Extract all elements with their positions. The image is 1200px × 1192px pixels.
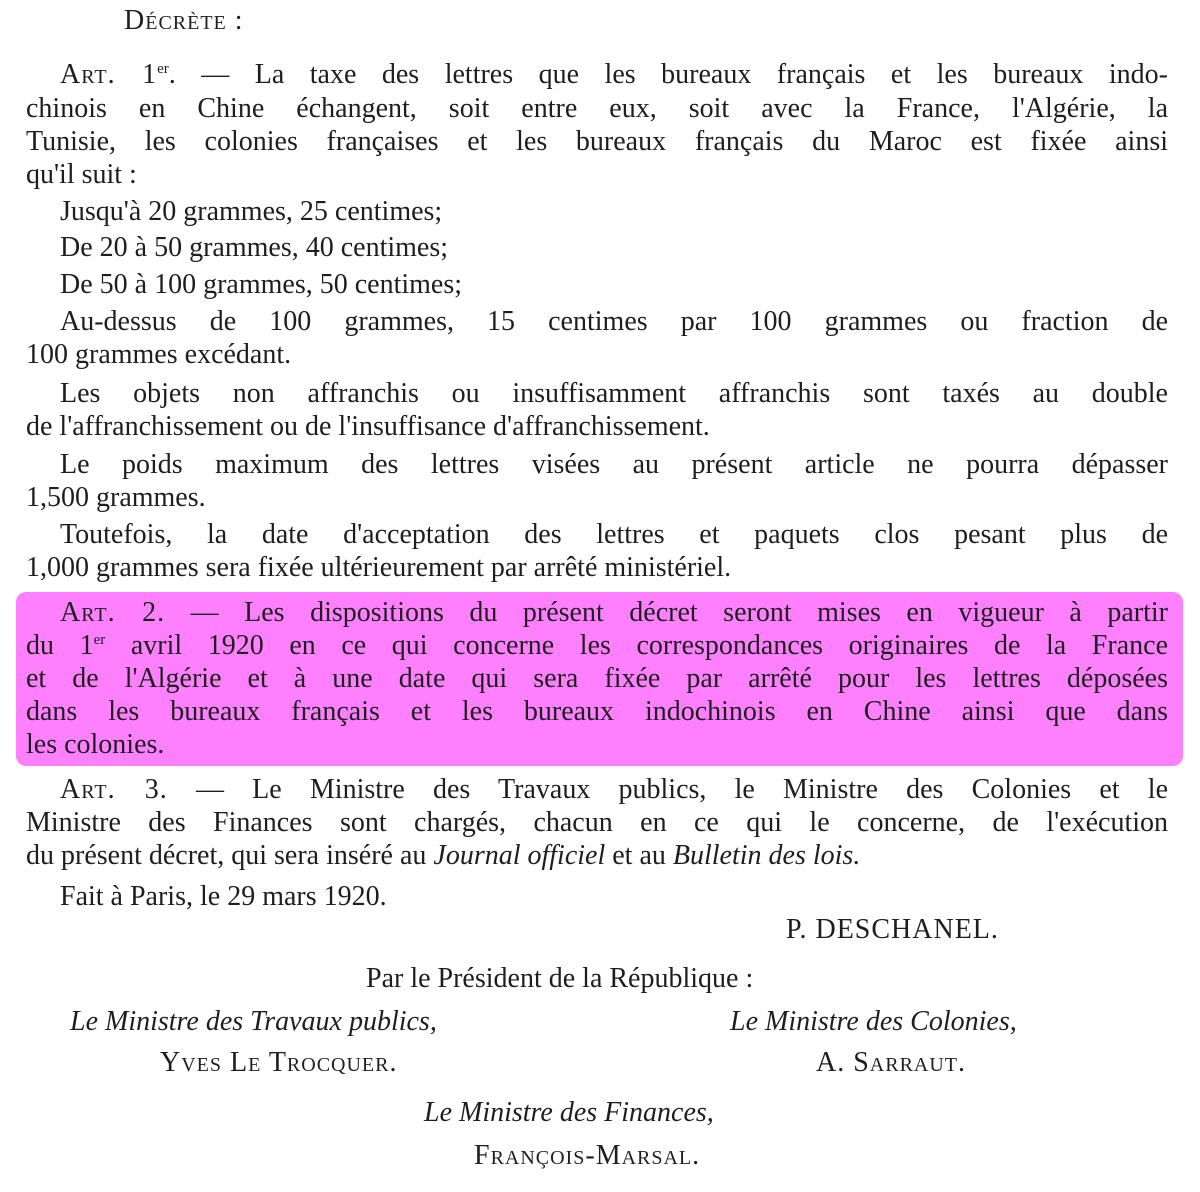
art2-label: Art. 2.: [60, 597, 166, 628]
art3-line-1: [26, 773, 1168, 807]
art3-line-3: [26, 839, 1168, 873]
art3-line-2: Ministre des Finances sont chargés, chacun en ce qui le concerne, de l'exécution: [26, 807, 1168, 838]
minister-colonies-name: A. Sarraut.: [816, 1047, 967, 1078]
over-line-1: Au-dessus de 100 grammes, 15 centimes par 100 grammes ou fraction de: [60, 306, 1168, 337]
art1-line-4: qu'il suit :: [26, 159, 137, 190]
over-line-2: 100 grammes excédant.: [26, 339, 292, 370]
art3-text-3b: et au: [605, 840, 673, 871]
minister-colonies-title: Le Ministre des Colonies,: [730, 1006, 1017, 1037]
toutefois-line-2: 1,000 grammes sera fixée ultérieurement par arrêté ministériel.: [26, 552, 732, 583]
fait-a-paris: Fait à Paris, le 29 mars 1920.: [60, 881, 387, 912]
minister-travaux-name: Yves Le Trocquer.: [160, 1047, 398, 1078]
art2-line-3: et de l'Algérie et à une date qui sera fixée par arrêté pour les lettres déposées: [26, 663, 1168, 694]
decree-heading: Décrète :: [124, 5, 244, 36]
rate-line-2: De 20 à 50 grammes, 40 centimes;: [60, 232, 449, 263]
art2-line-1: [26, 596, 1168, 630]
art1-line-3: Tunisie, les colonies françaises et les bureaux français du Maroc est fixée ainsi: [26, 126, 1168, 157]
unpaid-line-1: Les objets non affranchis ou insuffisamment affranchis sont taxés au double: [60, 378, 1168, 409]
art2-text-2b: avril 1920 en ce qui concerne les correspondances originaires de la France: [105, 630, 1168, 661]
unpaid-line-2: de l'affranchissement ou de l'insuffisance d'affranchissement.: [26, 411, 710, 442]
art3-text-3a: du présent décret, qui sera inséré au: [26, 840, 434, 871]
toutefois-line-1: Toutefois, la date d'acceptation des lettres et paquets clos pesant plus de: [60, 519, 1168, 550]
art3-text-1: — Le Ministre des Travaux publics, le Ministre des Colonies et le: [167, 774, 1168, 805]
art2-text-2a: du 1: [26, 630, 94, 661]
bulletin-des-lois: Bulletin des lois.: [672, 840, 861, 871]
signature-deschanel: P. DESCHANEL.: [786, 914, 999, 945]
art2-text-1: — Les dispositions du présent décret seront mises en vigueur à partir: [165, 597, 1168, 628]
minister-finances-title: Le Ministre des Finances,: [424, 1097, 714, 1128]
rate-line-1: Jusqu'à 20 grammes, 25 centimes;: [60, 196, 443, 227]
art1-text-1: . — La taxe des lettres que les bureaux français et les bureaux indo-: [168, 59, 1168, 90]
art1-label: Art. 1: [60, 59, 158, 90]
rate-line-3: De 50 à 100 grammes, 50 centimes;: [60, 269, 463, 300]
minister-travaux-title: Le Ministre des Travaux publics,: [70, 1006, 437, 1037]
art3-label: Art. 3.: [60, 774, 168, 805]
minister-finances-name: François-Marsal.: [474, 1140, 701, 1171]
decree-page: [26, 0, 1168, 1192]
art1-sup: er: [157, 61, 169, 77]
max-weight-line-1: Le poids maximum des lettres visées au présent article ne pourra dépasser: [60, 449, 1168, 480]
art2-line-5: les colonies.: [26, 729, 165, 760]
journal-officiel: Journal officiel: [433, 840, 606, 871]
art1-line-1: [26, 58, 1168, 92]
art1-line-2: chinois en Chine échangent, soit entre eux, soit avec la France, l'Algérie, la: [26, 93, 1168, 124]
art2-line-2: [26, 629, 1168, 663]
art2-sup: er: [93, 632, 106, 648]
max-weight-line-2: 1,500 grammes.: [26, 482, 206, 513]
par-le-president: Par le Président de la République :: [366, 963, 754, 994]
art2-line-4: dans les bureaux français et les bureaux indochinois en Chine ainsi que dans: [26, 696, 1168, 727]
